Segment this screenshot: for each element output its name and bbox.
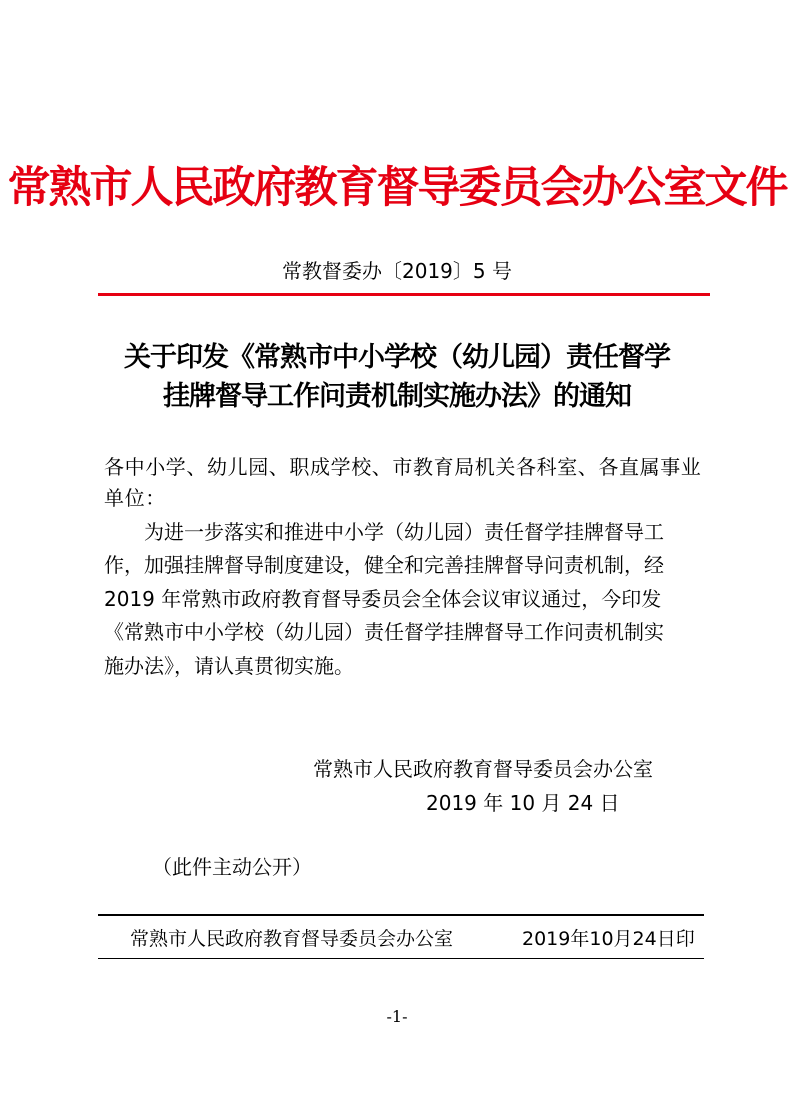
disclosure-note: （此件主动公开） xyxy=(152,855,312,879)
footer-issuing-organization: 常熟市人民政府教育督导委员会办公室 xyxy=(130,928,454,950)
footer-bottom-rule xyxy=(98,958,704,959)
notice-title-line-2: 挂牌督导工作问责机制实施办法》的通知 xyxy=(163,381,631,412)
document-number: 常教督委办〔2019〕5 号 xyxy=(282,259,512,283)
footer-top-rule xyxy=(98,914,704,916)
body-paragraph-line: 2019 年常熟市政府教育督导委员会全体会议审议通过，今印发 xyxy=(104,587,662,611)
addressee: 各中小学、幼儿园、职成学校、市教育局机关各科室、各直属事业单位： xyxy=(104,455,702,510)
signature-organization: 常熟市人民政府教育督导委员会办公室 xyxy=(313,757,653,781)
body-paragraph-line: 作，加强挂牌督导制度建设，健全和完善挂牌督导问责机制，经 xyxy=(104,553,664,577)
signature-date: 2019 年 10 月 24 日 xyxy=(426,791,620,815)
footer-print-date: 2019年10月24日印 xyxy=(522,928,695,950)
body-paragraph-line: 《常熟市中小学校（幼儿园）责任督学挂牌督导工作问责机制实 xyxy=(104,620,664,644)
body-paragraph-line: 施办法》，请认真贯彻实施。 xyxy=(104,654,354,678)
header-red-divider xyxy=(98,293,710,296)
body-paragraph-line: 为进一步落实和推进中小学（幼儿园）责任督学挂牌督导工 xyxy=(104,520,664,544)
notice-title-line-1: 关于印发《常熟市中小学校（幼儿园）责任督学 xyxy=(124,342,670,373)
page-number: -1- xyxy=(386,1007,408,1026)
document-header-title: 常熟市人民政府教育督导委员会办公室文件 xyxy=(7,163,787,213)
